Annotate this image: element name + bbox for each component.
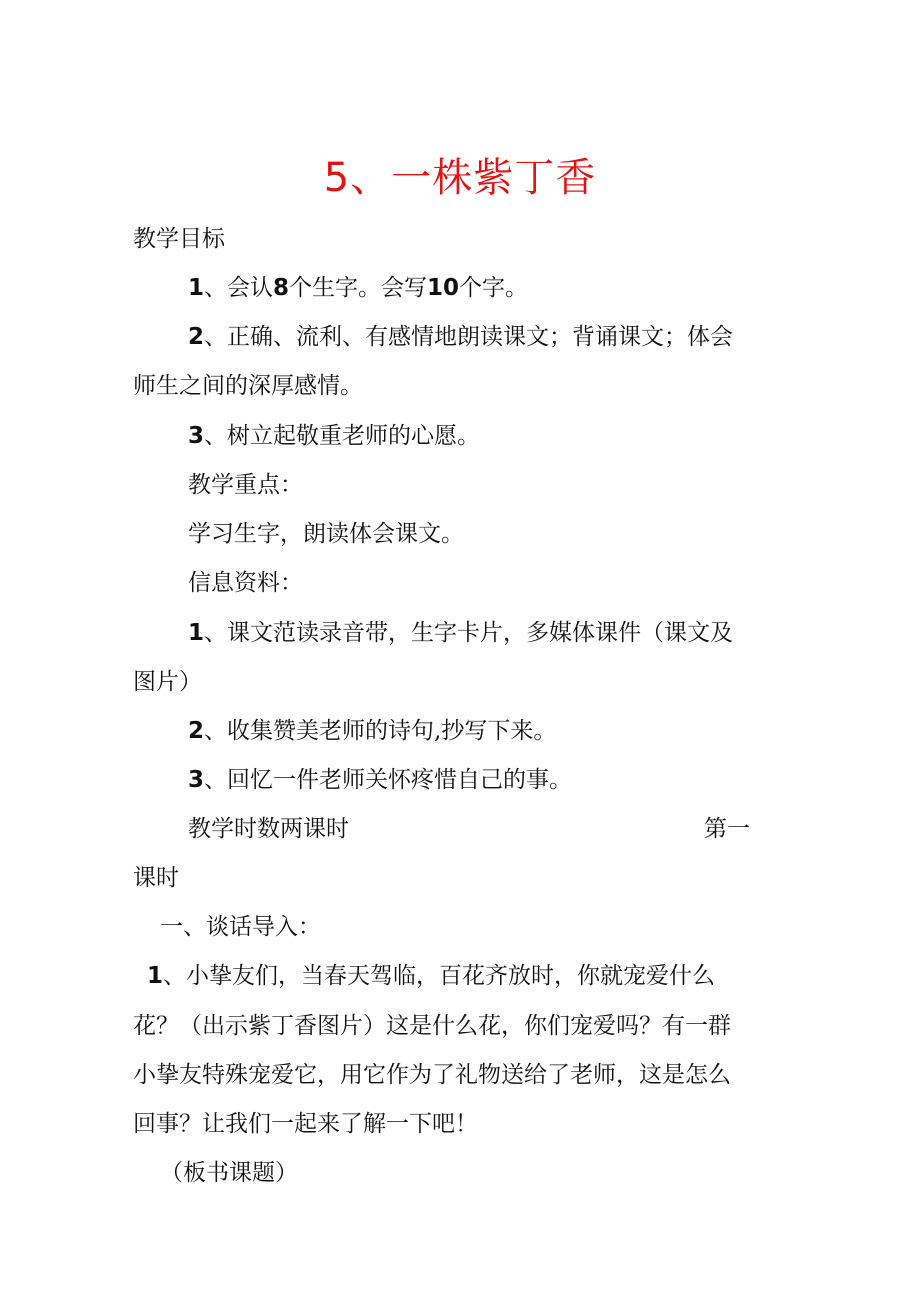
intro-paragraph-line-3: 小挚友特殊宠爱它，用它作为了礼物送给了老师，这是怎么 [133,1062,731,1088]
objective-item-2: 2、正确、流利、有感情地朗读课文；背诵课文；体会 [188,324,734,350]
section-heading-objectives: 教学目标 [133,226,225,252]
board-title-note: （板书课题） [160,1160,298,1186]
intro-paragraph-line-1: 1、小挚友们，当春天驾临，百花齐放时，你就宠爱什么 [147,963,716,989]
teaching-hours: 教学时数两课时 [188,816,349,842]
section-heading-materials: 信息资料： [188,570,303,596]
material-item-3: 3、回忆一件老师关怀疼惜自己的事。 [188,767,573,793]
lesson-number: 第一 [704,816,750,842]
intro-paragraph-line-2: 花？（出示紫丁香图片）这是什么花，你们宠爱吗？有一群 [133,1013,731,1039]
material-item-1-cont: 图片） [133,669,202,695]
objective-item-2-cont: 师生之间的深厚感情。 [133,373,363,399]
objective-item-3: 3、树立起敬重老师的心愿。 [188,423,481,449]
intro-paragraph-line-4: 回事？让我们一起来了解一下吧！ [133,1111,478,1137]
document-title: 5、一株紫丁香 [323,155,597,201]
lesson-number-cont: 课时 [133,865,179,891]
section-heading-key-points: 教学重点： [188,472,303,498]
material-item-2: 2、收集赞美老师的诗句,抄写下来。 [188,718,557,744]
material-item-1: 1、课文范读录音带，生字卡片，多媒体课件（课文及 [188,620,734,646]
objective-item-1: 1、会认8个生字。会写10个字。 [188,275,529,301]
section-heading-intro: 一、谈话导入： [160,914,321,940]
key-points-text: 学习生字，朗读体会课文。 [188,521,464,547]
